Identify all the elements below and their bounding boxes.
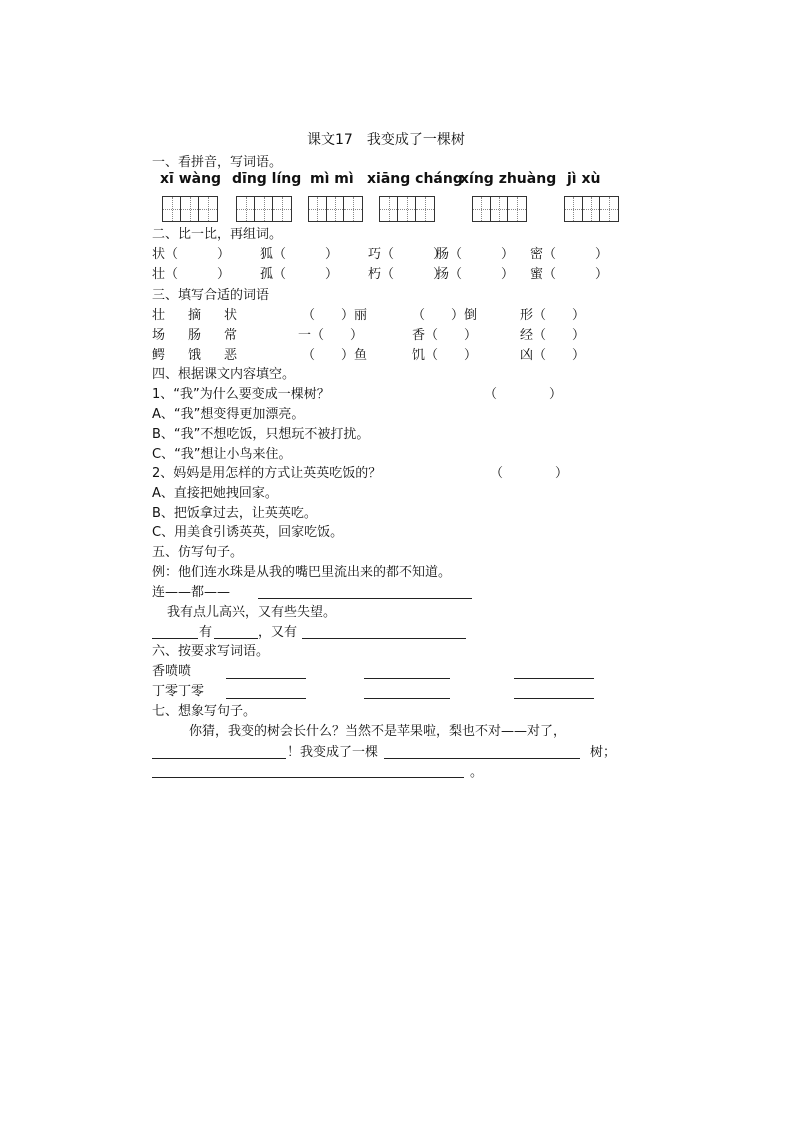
example-sentence: 例：他们连水珠是从我的嘴巴里流出来的都不知道。 [152,565,452,580]
section-3-heading: 三、填写合适的词语 [152,288,270,303]
answer-line[interactable] [214,638,258,639]
section-4-heading: 四、根据课文内容填空。 [152,367,296,382]
writing-grid-5[interactable] [472,196,527,222]
char: 壮 [152,308,166,323]
fill-word: 一（ ） [298,328,364,343]
section-7-heading: 七、想象写句子。 [152,704,257,719]
fill-word: 形（ ） [520,308,586,323]
answer-line[interactable] [514,698,594,699]
compare-item: 孤（ ） [260,267,339,282]
char: 常 [224,328,238,343]
compare-item: 巧（ ） [368,247,447,262]
lian-du-prompt: 连——都—— [152,585,231,600]
answer-paren-2[interactable]: （ ） [490,466,569,481]
answer-line[interactable] [226,678,306,679]
sentence-prompt: 我有点儿高兴，又有些失望。 [167,605,337,620]
section-5-heading: 五、仿写句子。 [152,545,244,560]
pinyin-1: xī wàng [160,171,222,187]
word-xiangpenpen: 香喷喷 [152,664,192,679]
answer-line[interactable] [384,758,580,759]
fill-word: 饥（ ） [412,348,478,363]
char: 饿 [188,348,202,363]
tree-label: 树； [590,745,617,760]
pinyin-6: jì xù [567,171,601,187]
writing-grid-2[interactable] [236,196,292,222]
answer-line[interactable] [302,638,466,639]
section-2-heading: 二、比一比，再组词。 [152,227,283,242]
answer-line[interactable] [152,638,198,639]
compare-item: 扬（ ） [436,267,515,282]
section-6-heading: 六、按要求写词语。 [152,644,270,659]
option-a: A、“我”想变得更加漂亮。 [152,407,305,422]
compare-item: 蜜（ ） [530,267,609,282]
writing-grid-3[interactable] [308,196,363,222]
answer-line[interactable] [226,698,306,699]
section-1-heading: 一、看拼音，写词语。 [152,155,283,170]
char: 肠 [188,328,202,343]
answer-line[interactable] [258,598,472,599]
compare-item: 壮（ ） [152,267,231,282]
char: 状 [224,308,238,323]
option-a: A、直接把她拽回家。 [152,486,278,501]
char: 场 [152,328,166,343]
question-1: 1、“我”为什么要变成一棵树？ [152,387,330,402]
char: 恶 [224,348,238,363]
fill-word: （ ）鱼 [302,348,368,363]
answer-paren-1[interactable]: （ ） [484,387,563,402]
fill-word: 经（ ） [520,328,586,343]
question-2: 2、妈妈是用怎样的方式让英英吃饭的？ [152,466,382,481]
compare-item: 朽（ ） [368,267,447,282]
char: 鳄 [152,348,166,363]
compare-item: 状（ ） [152,247,231,262]
fill-word: 香（ ） [412,328,478,343]
pinyin-3: mì mì [310,171,354,187]
answer-line[interactable] [364,698,450,699]
youyou-label: ，又有 [258,625,298,640]
pinyin-2: dīng líng [232,171,302,187]
writing-grid-4[interactable] [379,196,435,222]
option-b: B、把饭拿过去，让英英吃。 [152,506,317,521]
fill-word: 凶（ ） [520,348,586,363]
imagine-mid: ！我变成了一棵 [287,745,379,760]
answer-line[interactable] [152,777,464,778]
you-label: 有 [199,625,213,640]
pinyin-4: xiāng cháng [367,171,463,187]
pinyin-5: xíng zhuàng [460,171,557,187]
writing-grid-1[interactable] [162,196,218,222]
char: 摘 [188,308,202,323]
compare-item: 肠（ ） [436,247,515,262]
compare-item: 密（ ） [530,247,609,262]
writing-grid-6[interactable] [564,196,619,222]
fill-word: （ ）倒 [412,308,478,323]
word-dinglingdingling: 丁零丁零 [152,684,205,699]
imagine-line-1: 你猜，我变的树会长什么？当然不是苹果啦，梨也不对——对了， [189,724,567,739]
answer-line[interactable] [514,678,594,679]
compare-item: 狐（ ） [260,247,339,262]
answer-line[interactable] [364,678,450,679]
option-b: B、“我”不想吃饭，只想玩不被打扰。 [152,427,370,442]
fill-word: （ ）丽 [302,308,368,323]
option-c: C、用美食引诱英英，回家吃饭。 [152,525,344,540]
option-c: C、“我”想让小鸟来住。 [152,447,292,462]
answer-line[interactable] [152,758,286,759]
sentence-end: 。 [470,765,484,780]
page-title: 课文17 我变成了一棵树 [307,132,465,148]
